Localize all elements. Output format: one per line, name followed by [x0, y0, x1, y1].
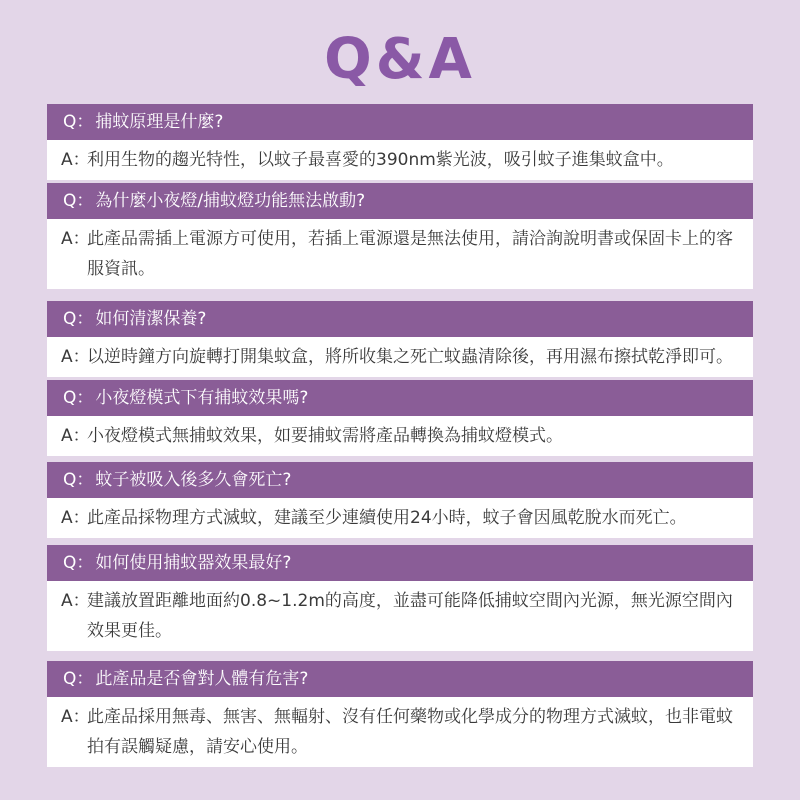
question-prefix: Q： [63, 669, 94, 689]
question-text: 為什麼小夜燈/捕蚊燈功能無法啟動? [95, 191, 366, 211]
answer-box [47, 498, 753, 538]
answer-text: 小夜燈模式無捕蚊效果，如要捕蚊需將產品轉換為捕蚊燈模式。 [87, 426, 563, 446]
question-text: 小夜燈模式下有捕蚊效果嗎? [95, 388, 309, 408]
question-prefix: Q： [63, 553, 94, 573]
question-text: 如何使用捕蚊器效果最好? [95, 553, 292, 573]
answer-text: 此產品需插上電源方可使用，若插上電源還是無法使用，請洽詢說明書或保固卡上的客服資訊。 [87, 229, 733, 279]
qa-item [47, 380, 753, 456]
answer-box [47, 697, 753, 767]
question-text: 蚊子被吸入後多久會死亡? [95, 470, 292, 490]
qa-item [47, 661, 753, 767]
answer-prefix: A： [61, 591, 90, 611]
page-title: Q&A [324, 27, 476, 92]
answer-prefix: A： [61, 150, 90, 170]
question-bar [47, 661, 753, 697]
answer-text: 此產品採物理方式滅蚊，建議至少連續使用24小時，蚊子會因風乾脫水而死亡。 [87, 508, 687, 528]
question-text: 捕蚊原理是什麼? [95, 112, 224, 132]
answer-text: 建議放置距離地面約0.8~1.2m的高度，並盡可能降低捕蚊空間內光源，無光源空間內效果更佳。 [87, 591, 733, 641]
qa-item [47, 301, 753, 377]
answer-box [47, 581, 753, 651]
question-bar [47, 183, 753, 219]
answer-prefix: A： [61, 229, 90, 249]
question-bar [47, 545, 753, 581]
qa-item [47, 183, 753, 289]
question-prefix: Q： [63, 112, 94, 132]
answer-box [47, 219, 753, 289]
question-bar [47, 104, 753, 140]
question-bar [47, 380, 753, 416]
question-prefix: Q： [63, 470, 94, 490]
answer-prefix: A： [61, 426, 90, 446]
answer-prefix: A： [61, 707, 90, 727]
question-text: 如何清潔保養? [95, 309, 207, 329]
qa-item [47, 545, 753, 651]
qa-item [47, 104, 753, 180]
question-bar [47, 301, 753, 337]
answer-prefix: A： [61, 347, 90, 367]
question-prefix: Q： [63, 309, 94, 329]
answer-box [47, 337, 753, 377]
qa-item [47, 462, 753, 538]
question-prefix: Q： [63, 388, 94, 408]
answer-box [47, 416, 753, 456]
answer-text: 以逆時鐘方向旋轉打開集蚊盒，將所收集之死亡蚊蟲清除後，再用濕布擦拭乾淨即可。 [87, 347, 733, 367]
answer-prefix: A： [61, 508, 90, 528]
question-bar [47, 462, 753, 498]
answer-text: 利用生物的趨光特性，以蚊子最喜愛的390nm紫光波，吸引蚊子進集蚊盒中。 [87, 150, 674, 170]
answer-text: 此產品採用無毒、無害、無輻射、沒有任何藥物或化學成分的物理方式滅蚊，也非電蚊拍有誤觸疑慮，請安心使用。 [87, 707, 733, 757]
answer-box [47, 140, 753, 180]
question-prefix: Q： [63, 191, 94, 211]
question-text: 此產品是否會對人體有危害? [95, 669, 309, 689]
